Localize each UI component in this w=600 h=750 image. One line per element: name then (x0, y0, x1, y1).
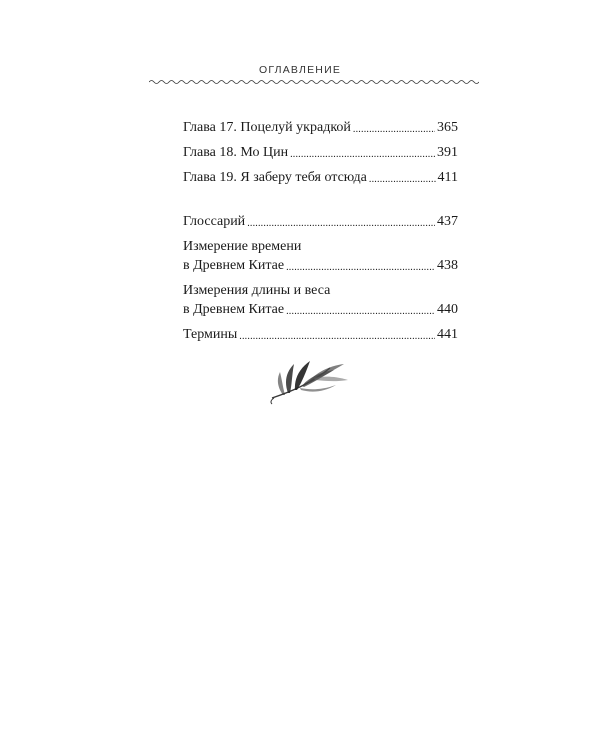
toc-entry-time-measurement[interactable] (183, 237, 458, 275)
toc-entry-title: Глоссарий (183, 214, 246, 229)
toc-entry-title: Термины (183, 327, 238, 342)
toc-entry-page: 411 (437, 170, 458, 185)
toc-entry-page: 441 (437, 327, 458, 342)
toc-entry-page: 437 (437, 214, 458, 229)
toc-entry-title: Глава 17. Поцелуй украдкой (183, 120, 351, 135)
toc-entry-chapter-19[interactable] (183, 168, 458, 187)
dot-leader (239, 329, 435, 344)
leaf-sprig-icon (268, 358, 352, 408)
toc-entry-page: 365 (437, 120, 458, 135)
toc-entry-length-weight[interactable] (183, 281, 458, 319)
running-header: ОГЛАВЛЕНИЕ (258, 64, 342, 76)
dot-leader (353, 122, 435, 137)
toc-entry-title: Глава 18. Мо Цин (183, 145, 289, 160)
toc-entry-chapter-17[interactable] (183, 118, 458, 137)
toc-entry-chapter-18[interactable] (183, 143, 458, 162)
toc-entry-title-line1: Измерения длины и веса (183, 283, 331, 298)
dot-leader (369, 172, 436, 187)
dot-leader (247, 216, 435, 231)
toc-entry-glossary[interactable] (183, 212, 458, 231)
table-of-contents (183, 118, 458, 344)
toc-entry-title-line2: в Древнем Китае (183, 302, 285, 317)
toc-entry-terms[interactable] (183, 325, 458, 344)
wavy-divider (149, 78, 479, 86)
toc-entry-page: 391 (437, 145, 458, 160)
toc-entry-title: Глава 19. Я заберу тебя отсюда (183, 170, 367, 185)
toc-entry-title-line2: в Древнем Китае (183, 258, 285, 273)
dot-leader (286, 304, 435, 319)
toc-entry-page: 440 (437, 302, 458, 317)
dot-leader (286, 260, 435, 275)
toc-entry-title-line1: Измерение времени (183, 239, 302, 254)
dot-leader (290, 147, 435, 162)
toc-entry-page: 438 (437, 258, 458, 273)
